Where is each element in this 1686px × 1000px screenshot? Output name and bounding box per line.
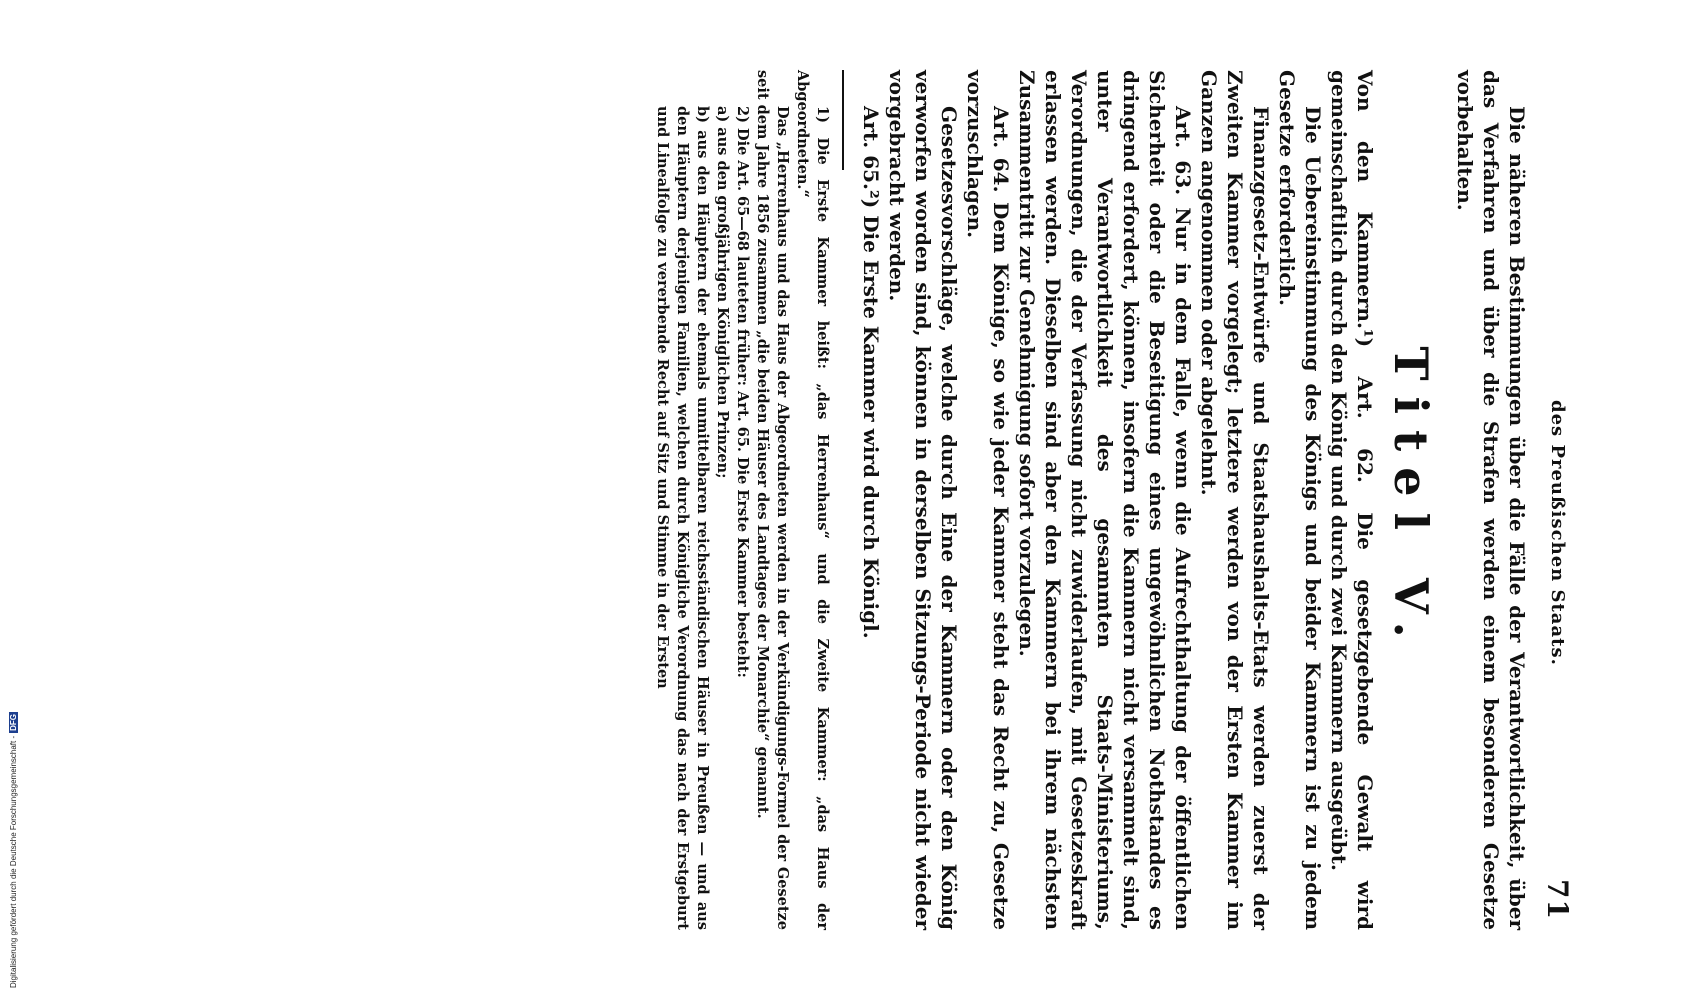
footnote-2-item-a: a) aus den großjährigen Königlichen Prinzen; <box>714 106 731 479</box>
footnote-1-continuation: Das „Herrenhaus und das Haus der Abgeordneten werden in der Verkündigungs-Formel der Gesetze seit dem Jahre 1856 zusammen „die beiden Häuser des Landtages der Monarchie“ genannt. <box>754 70 791 930</box>
art62-second-paragraph: Die Uebereinstimmung des Königs und beider Kammern ist zu jedem Gesetze erforderlich. <box>1275 70 1325 930</box>
art64-second-paragraph: Gesetzesvorschläge, welche durch Eine der Kammern oder den König verworfen worden sind, können in derselben Sitzungs-Periode nicht wieder vorgebracht werden. <box>885 70 961 930</box>
section-title: Titel V. <box>1384 346 1438 654</box>
dfg-logo: DFG <box>9 713 18 731</box>
art62-paragraph <box>1326 70 1378 930</box>
intro-paragraph: Die näheren Bestimmungen über die Fälle der Verantwortlichkeit, über das Verfahren und über die Strafen werden einem besonderen Gesetze vorbehalten. <box>1453 70 1529 930</box>
attribution-label: Digitalisierung gefördert durch die Deutsche Forschungsgemeinschaft - <box>9 735 18 988</box>
running-title: des Preußischen Staats. <box>1547 400 1568 666</box>
footnote-2-item-b: b) aus den Häuptern der ehemals unmittelbaren reichsständischen Häuser in Preußen — und aus den Häuptern derjenigen Familien, welchen durch Königliche Verordnung das nach der Erstgeburt und Linealfolge zu vererbende Recht auf Sitz und Stimme in der Ersten <box>654 106 711 930</box>
section-lead: Von den Kammern.¹) <box>1353 70 1377 348</box>
art64-paragraph: Art. 64. Dem Könige, so wie jeder Kammer steht das Recht zu, Gesetze vorzuschlagen. <box>963 70 1013 930</box>
art63-paragraph: Art. 63. Nur in dem Falle, wenn die Aufrechthaltung der öffentlichen Sicherheit oder die Beseitigung eines ungewöhnlichen Nothstandes es dringend erfordert, können, insofern die Kammern nicht versammelt sind, unter Verantwortlichkeit des gesammten Staats-Ministeriums, Verordnungen, die der Verfassung nicht zuwiderlaufen, mit Gesetzeskraft erlassen werden. Dieselben sind aber den Kammern bei ihrem nächsten Zusammentritt zur Genehmigung sofort vorzulegen. <box>1015 70 1195 930</box>
footnote-divider <box>842 70 844 170</box>
page-header <box>1530 70 1574 930</box>
art62-third-paragraph: Finanzgesetz-Entwürfe und Staatshaushalts-Etats werden zuerst der Zweiten Kammer vorgelegt; letztere werden von der Ersten Kammer im Ganzen angenommen oder abgelehnt. <box>1197 70 1273 930</box>
footnotes <box>652 70 832 930</box>
footnote-1: 1) Die Erste Kammer heißt: „das Herrenhaus“ und die Zweite Kammer: „das Haus der Abgeordneten.“ <box>794 70 831 930</box>
art62-text: Art. 62. Die gesetzgebende Gewalt wird gemeinschaftlich durch den König und durch zwei Kammern ausgeübt. <box>1327 70 1377 930</box>
page-number: 71 <box>1541 879 1574 920</box>
footnote-2: 2) Die Art. 65—68 lauteten früher: Art. 65. Die Erste Kammer besteht: <box>734 106 751 678</box>
art65-paragraph: Art. 65.²) Die Erste Kammer wird durch Königl. <box>859 106 883 639</box>
page-content-rotated <box>180 70 1574 930</box>
